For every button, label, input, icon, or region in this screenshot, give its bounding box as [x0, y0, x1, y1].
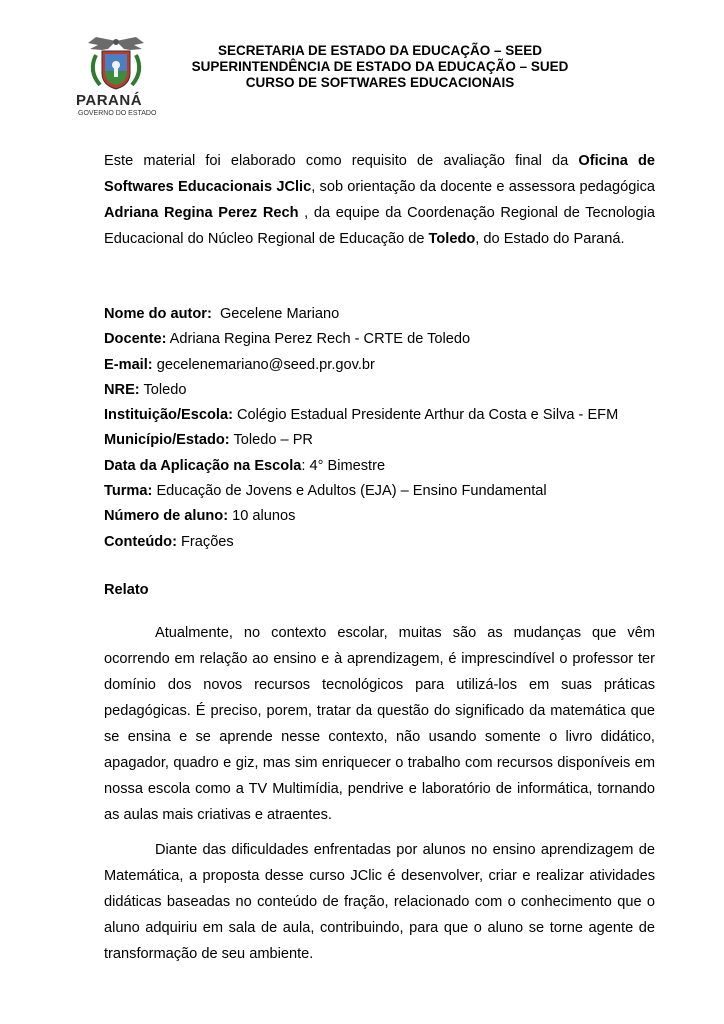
intro-text-3: , da equipe da Coordenação Regional de Tecnologia Educacional do Núcleo Regional de Educação de: [104, 205, 655, 247]
relato-paragraph-2: Diante das dificuldades enfrentadas por alunos no ensino aprendizagem de Matemática, a proposta desse curso JClic é desenvolver, criar e realizar atividades didáticas baseadas no conteúdo de fração, relacionado com o conhecimento que o aluno adquiriu em sala de aula, contribuindo, para que o aluno se torne agente de transformação de seu ambiente.: [104, 841, 655, 962]
field-city: [104, 428, 655, 453]
field-date: [104, 454, 655, 479]
field-label: Docente:: [104, 331, 167, 348]
intro-bold-course: Oficina de Softwares Educacionais JClic: [104, 153, 655, 195]
intro-paragraph: [104, 148, 655, 252]
field-label: Nome do autor:: [104, 306, 212, 322]
field-class: [104, 479, 655, 504]
field-value: Colégio Estadual Presidente Arthur da Costa e Silva - EFM: [232, 407, 619, 424]
field-students: [104, 504, 655, 529]
field-value: Adriana Regina Perez Rech - CRTE de Toledo: [166, 331, 471, 348]
field-value: Gecelene Mariano: [211, 306, 340, 322]
intro-text-2: , sob orientação da docente e assessora pedagógica: [311, 179, 655, 195]
field-label: NRE:: [104, 381, 140, 398]
field-label: Turma:: [104, 483, 153, 500]
field-content: [104, 530, 655, 555]
field-author: [104, 302, 655, 327]
field-value: Toledo – PR: [229, 432, 313, 449]
section-title-relato: Relato: [104, 581, 149, 598]
field-value: Educação de Jovens e Adultos (EJA) – Ensino Fundamental: [152, 483, 547, 500]
info-fields: [104, 302, 655, 555]
field-docente: [104, 327, 655, 352]
header-line-2: SUPERINTENDÊNCIA DE ESTADO DA EDUCAÇÃO – SUED: [191, 59, 569, 74]
document-header: [150, 43, 610, 91]
field-label: Conteúdo:: [104, 533, 177, 550]
header-line-3: CURSO DE SOFTWARES EDUCACIONAIS: [245, 75, 515, 90]
field-value: 10 alunos: [228, 508, 296, 525]
relato-paragraph-1: Atualmente, no contexto escolar, muitas são as mudanças que vêm ocorrendo em relação ao ensino e à aprendizagem, é imprescindível o professor ter domínio dos novos recursos tecnológicos para utilizá-los em suas práticas pedagógicas. É preciso, porem, tratar da questão do significado da matemática que se ensina e se aprende nesse contexto, não usando somente o livro didático, apagador, quadro e giz, mas sim enriquecer o trabalho com recursos disponíveis em nossa escola como a TV Multimídia, pendrive e laboratório de informática, tornando as aulas mais criativas e atraentes.: [104, 624, 655, 823]
field-label: E-mail:: [104, 356, 153, 373]
header-line-1: SECRETARIA DE ESTADO DA EDUCAÇÃO – SEED: [217, 43, 543, 58]
field-nre: [104, 378, 655, 403]
intro-text-4: , do Estado do Paraná.: [475, 231, 625, 247]
logo-subtitle: GOVERNO DO ESTADO: [78, 110, 157, 117]
intro-bold-docente: Adriana Regina Perez Rech: [104, 205, 299, 221]
field-label: Instituição/Escola:: [104, 407, 233, 424]
field-school: [104, 403, 655, 428]
field-label: Município/Estado:: [104, 432, 230, 449]
intro-text-1: Este material foi elaborado como requisito de avaliação final da: [104, 153, 579, 169]
field-value: : 4° Bimestre: [301, 457, 386, 474]
intro-bold-city: Toledo: [428, 231, 476, 247]
field-label: Data da Aplicação na Escola: [104, 457, 302, 474]
document-body: [104, 148, 655, 967]
field-value: Frações: [176, 533, 234, 550]
field-email: [104, 353, 655, 378]
logo-name: PARANÁ: [76, 92, 143, 109]
field-label: Número de aluno:: [104, 508, 229, 525]
field-value: gecelenemariano@seed.pr.gov.br: [152, 356, 375, 373]
field-value: Toledo: [139, 381, 187, 398]
